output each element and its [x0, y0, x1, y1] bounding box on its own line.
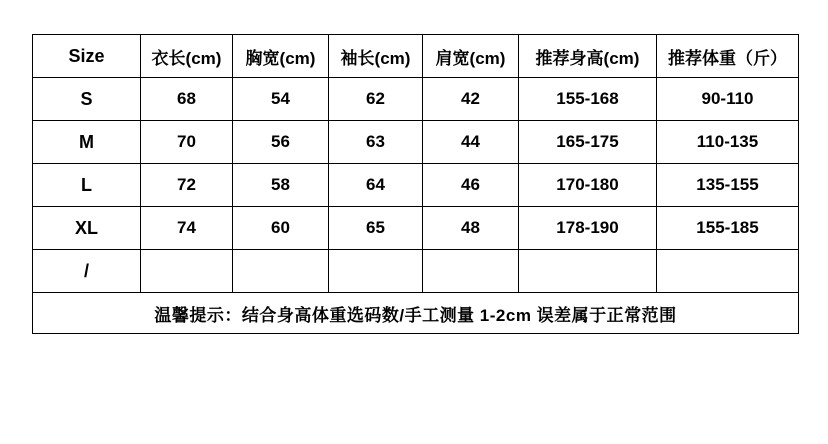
- cell-recommended-weight: 135-155: [657, 164, 799, 207]
- column-header-recommended-weight: 推荐体重（斤）: [657, 35, 799, 78]
- cell-chest-width: 60: [233, 207, 329, 250]
- cell-sleeve-length: [329, 250, 423, 293]
- size-table: [32, 34, 799, 334]
- cell-recommended-weight: [657, 250, 799, 293]
- table-header: [33, 35, 799, 78]
- cell-shoulder-width: 44: [423, 121, 519, 164]
- table-row: [33, 121, 799, 164]
- cell-shoulder-width: [423, 250, 519, 293]
- column-header-recommended-height: 推荐身高(cm): [519, 35, 657, 78]
- table-body: [33, 78, 799, 334]
- cell-sleeve-length: 62: [329, 78, 423, 121]
- cell-length: [141, 250, 233, 293]
- cell-length: 68: [141, 78, 233, 121]
- cell-length: 70: [141, 121, 233, 164]
- cell-chest-width: 58: [233, 164, 329, 207]
- size-note: 温馨提示：结合身高体重选码数/手工测量 1-2cm 误差属于正常范围: [33, 293, 799, 334]
- column-header-size: Size: [33, 35, 141, 78]
- cell-length: 74: [141, 207, 233, 250]
- column-header-length: 衣长(cm): [141, 35, 233, 78]
- table-row: [33, 164, 799, 207]
- table-row: [33, 78, 799, 121]
- cell-size: L: [33, 164, 141, 207]
- column-header-sleeve-length: 袖长(cm): [329, 35, 423, 78]
- cell-chest-width: 56: [233, 121, 329, 164]
- column-header-chest-width: 胸宽(cm): [233, 35, 329, 78]
- cell-recommended-height: 178-190: [519, 207, 657, 250]
- cell-sleeve-length: 63: [329, 121, 423, 164]
- cell-shoulder-width: 42: [423, 78, 519, 121]
- table-header-row: [33, 35, 799, 78]
- cell-recommended-weight: 110-135: [657, 121, 799, 164]
- table-row: [33, 207, 799, 250]
- cell-shoulder-width: 48: [423, 207, 519, 250]
- cell-shoulder-width: 46: [423, 164, 519, 207]
- cell-recommended-height: 155-168: [519, 78, 657, 121]
- cell-recommended-weight: 155-185: [657, 207, 799, 250]
- cell-recommended-height: [519, 250, 657, 293]
- cell-size: M: [33, 121, 141, 164]
- cell-recommended-height: 170-180: [519, 164, 657, 207]
- cell-size: /: [33, 250, 141, 293]
- table-note-row: [33, 293, 799, 334]
- cell-recommended-height: 165-175: [519, 121, 657, 164]
- table-row: [33, 250, 799, 293]
- cell-chest-width: [233, 250, 329, 293]
- size-table-container: [32, 34, 798, 334]
- cell-sleeve-length: 64: [329, 164, 423, 207]
- cell-sleeve-length: 65: [329, 207, 423, 250]
- cell-size: S: [33, 78, 141, 121]
- cell-recommended-weight: 90-110: [657, 78, 799, 121]
- cell-size: XL: [33, 207, 141, 250]
- cell-length: 72: [141, 164, 233, 207]
- column-header-shoulder-width: 肩宽(cm): [423, 35, 519, 78]
- cell-chest-width: 54: [233, 78, 329, 121]
